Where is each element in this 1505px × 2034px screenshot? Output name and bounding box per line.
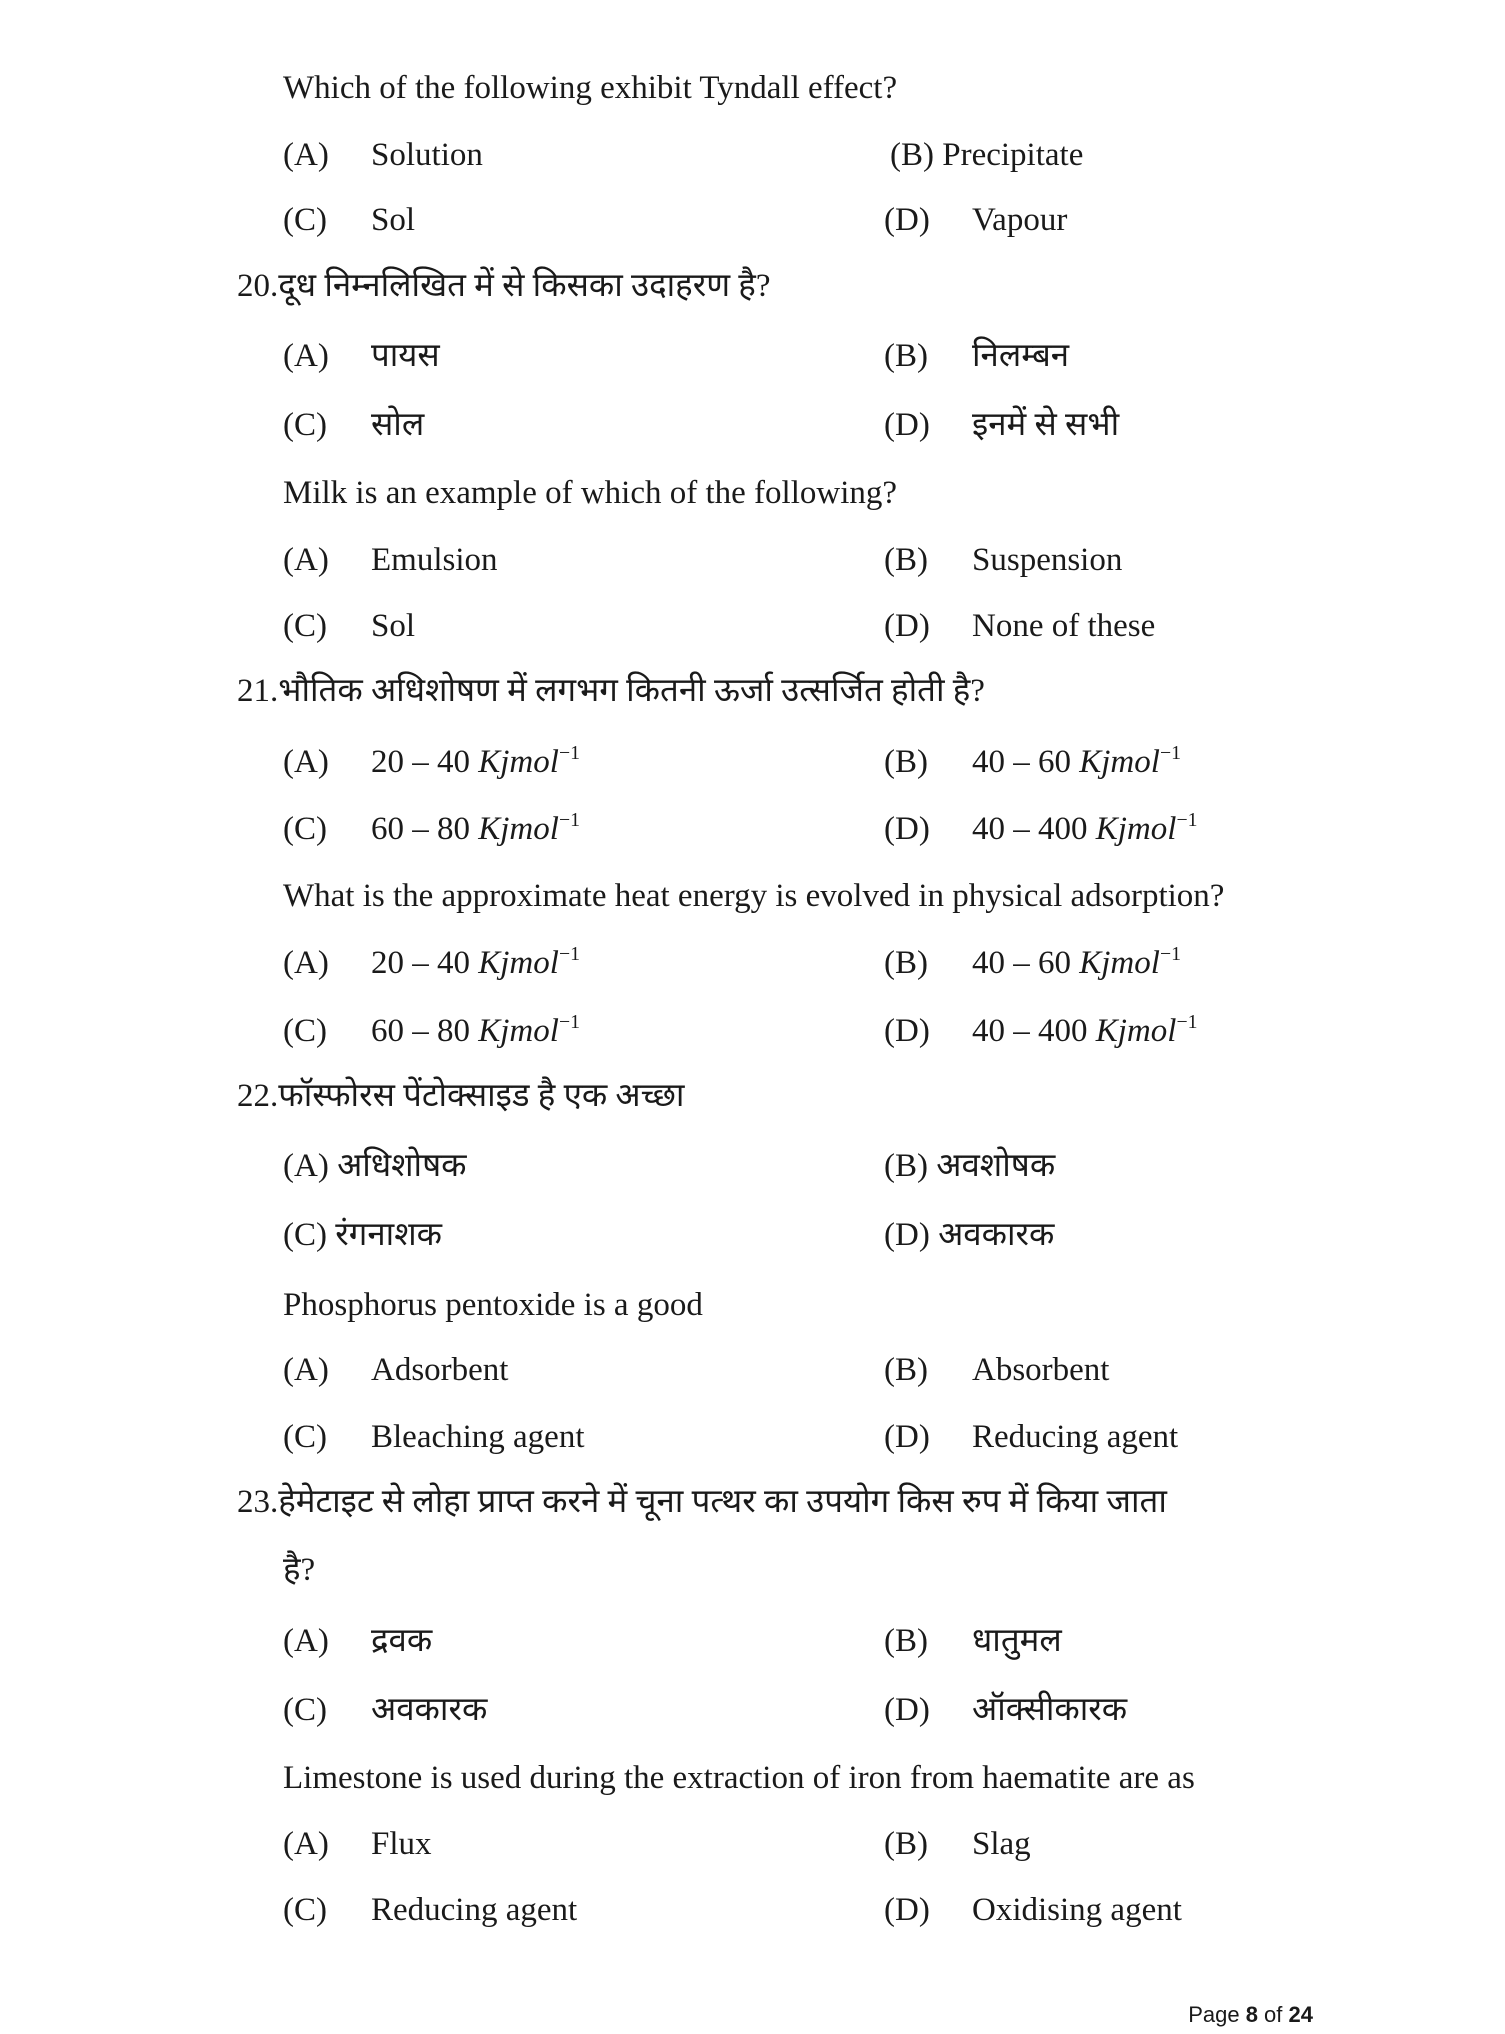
option-unit: Kjmol <box>1095 1013 1177 1049</box>
question-text: Limestone is used during the extraction of iron from haematite are as <box>283 1760 1195 1796</box>
option-a <box>283 1621 432 1661</box>
option-label: (B) <box>884 1826 928 1862</box>
option-text: Suspension <box>972 542 1123 578</box>
option-label: (A) <box>283 338 329 374</box>
option-text: Solution <box>371 137 483 173</box>
option-text: Reducing agent <box>972 1419 1179 1455</box>
option-unit: Kjmol <box>478 744 559 780</box>
option-b <box>884 742 1181 782</box>
option-range: 60 – 80 <box>371 1013 470 1049</box>
option-label: (B) <box>884 744 928 780</box>
option-c <box>283 1215 442 1255</box>
option-b <box>884 540 1122 580</box>
page-number <box>1188 2002 1313 2028</box>
option-a <box>283 943 580 983</box>
option-label: (B) <box>884 1148 928 1184</box>
option-b <box>884 1824 1031 1864</box>
option-text: Sol <box>371 202 416 238</box>
option-text: Precipitate <box>942 137 1084 173</box>
option-label: (D) <box>884 407 930 443</box>
option-a <box>283 742 580 782</box>
question-text-hindi: 22.फॉस्फोरस पेंटोक्साइड है एक अच्छा <box>237 1078 685 1114</box>
option-a <box>283 1824 432 1864</box>
option-text: सोल <box>371 407 425 443</box>
option-text: Adsorbent <box>371 1352 509 1388</box>
option-label: (B) <box>890 137 934 173</box>
question-text-hindi-continuation: है? <box>283 1552 316 1588</box>
option-c <box>283 405 424 445</box>
option-b <box>884 1350 1109 1390</box>
current-page: 8 <box>1245 2002 1258 2027</box>
option-c <box>283 1417 585 1457</box>
option-label: (D) <box>884 1692 930 1728</box>
option-label: (D) <box>884 202 930 238</box>
option-b <box>884 943 1181 983</box>
option-b <box>884 336 1069 376</box>
option-text: Vapour <box>972 202 1068 238</box>
option-label: (B) <box>884 542 928 578</box>
option-label: (A) <box>283 1623 329 1659</box>
option-c <box>283 809 580 849</box>
option-label: (C) <box>283 202 327 238</box>
option-exponent: −1 <box>558 1011 580 1034</box>
option-d <box>884 1011 1197 1051</box>
option-a <box>283 1146 467 1186</box>
option-d <box>884 1417 1178 1457</box>
option-range: 60 – 80 <box>371 811 470 847</box>
option-exponent: −1 <box>558 809 580 832</box>
option-text: रंगनाशक <box>335 1217 442 1253</box>
option-range: 40 – 60 <box>972 744 1071 780</box>
option-label: (C) <box>283 1013 327 1049</box>
option-d <box>884 1690 1127 1730</box>
option-text: अवकारक <box>938 1217 1055 1253</box>
option-label: (A) <box>283 1148 329 1184</box>
option-label: (A) <box>283 1826 329 1862</box>
option-exponent: −1 <box>558 943 580 966</box>
page-of: of <box>1257 2002 1289 2027</box>
option-label: (D) <box>884 1419 930 1455</box>
option-text: द्रवक <box>371 1623 433 1659</box>
option-label: (D) <box>884 608 930 644</box>
page-prefix: Page <box>1188 2002 1246 2027</box>
option-exponent: −1 <box>1159 742 1181 765</box>
option-text: अवशोषक <box>936 1148 1056 1184</box>
question-text: Milk is an example of which of the following? <box>283 475 898 511</box>
option-text: पायस <box>371 338 440 374</box>
option-range: 40 – 400 <box>972 1013 1088 1049</box>
option-exponent: −1 <box>1176 809 1198 832</box>
option-label: (D) <box>884 1892 930 1928</box>
option-label: (A) <box>283 1352 329 1388</box>
option-label: (C) <box>283 608 327 644</box>
option-label: (C) <box>283 1419 327 1455</box>
option-unit: Kjmol <box>478 945 559 981</box>
option-range: 40 – 60 <box>972 945 1071 981</box>
option-b <box>890 135 1083 175</box>
question-text: What is the approximate heat energy is evolved in physical adsorption? <box>283 878 1225 914</box>
option-text: इनमें से सभी <box>972 407 1120 443</box>
option-a <box>283 336 440 376</box>
option-text: Reducing agent <box>371 1892 578 1928</box>
question-text: Which of the following exhibit Tyndall effect? <box>283 70 898 106</box>
option-unit: Kjmol <box>478 1013 559 1049</box>
option-d <box>884 405 1119 445</box>
option-d <box>884 1215 1054 1255</box>
option-b <box>884 1146 1055 1186</box>
option-label: (B) <box>884 1352 928 1388</box>
option-label: (C) <box>283 407 327 443</box>
option-a <box>283 540 498 580</box>
option-c <box>283 200 415 240</box>
option-unit: Kjmol <box>478 811 559 847</box>
option-text: Slag <box>972 1826 1031 1862</box>
option-unit: Kjmol <box>1079 744 1160 780</box>
option-a <box>283 135 483 175</box>
option-label: (B) <box>884 1623 928 1659</box>
option-label: (C) <box>283 811 327 847</box>
option-c <box>283 1011 580 1051</box>
option-text: None of these <box>972 608 1156 644</box>
option-label: (C) <box>283 1217 327 1253</box>
option-label: (A) <box>283 542 329 578</box>
option-label: (A) <box>283 744 329 780</box>
option-text: अधिशोषक <box>337 1148 467 1184</box>
option-d <box>884 606 1155 646</box>
option-label: (B) <box>884 945 928 981</box>
question-text-hindi: 20.दूध निम्नलिखित में से किसका उदाहरण है? <box>237 268 771 304</box>
option-b <box>884 1621 1062 1661</box>
option-range: 40 – 400 <box>972 811 1088 847</box>
option-label: (C) <box>283 1692 327 1728</box>
option-label: (D) <box>884 1217 930 1253</box>
option-d <box>884 809 1197 849</box>
question-text-hindi: 23.हेमेटाइट से लोहा प्राप्त करने में चूना पत्थर का उपयोग किस रुप में किया जाता <box>237 1484 1167 1520</box>
option-label: (D) <box>884 811 930 847</box>
option-text: धातुमल <box>972 1623 1062 1659</box>
option-text: Absorbent <box>972 1352 1110 1388</box>
option-c <box>283 606 415 646</box>
option-range: 20 – 40 <box>371 744 470 780</box>
option-unit: Kjmol <box>1079 945 1160 981</box>
option-text: Oxidising agent <box>972 1892 1182 1928</box>
option-exponent: −1 <box>1159 943 1181 966</box>
total-pages: 24 <box>1288 2002 1313 2027</box>
option-text: Flux <box>371 1826 432 1862</box>
option-text: अवकारक <box>371 1692 488 1728</box>
option-exponent: −1 <box>558 742 580 765</box>
question-text-hindi: 21.भौतिक अधिशोषण में लगभग कितनी ऊर्जा उत्सर्जित होती है? <box>237 673 985 709</box>
option-label: (C) <box>283 1892 327 1928</box>
option-label: (B) <box>884 338 928 374</box>
option-unit: Kjmol <box>1095 811 1177 847</box>
option-text: निलम्बन <box>972 338 1070 374</box>
option-label: (A) <box>283 945 329 981</box>
question-text: Phosphorus pentoxide is a good <box>283 1287 703 1323</box>
option-a <box>283 1350 508 1390</box>
option-label: (A) <box>283 137 329 173</box>
option-text: Bleaching agent <box>371 1419 585 1455</box>
option-d <box>884 200 1067 240</box>
option-c <box>283 1690 487 1730</box>
option-range: 20 – 40 <box>371 945 470 981</box>
option-text: Emulsion <box>371 542 498 578</box>
option-d <box>884 1890 1182 1930</box>
option-exponent: −1 <box>1176 1011 1198 1034</box>
option-label: (D) <box>884 1013 930 1049</box>
option-text: ऑक्सीकारक <box>972 1692 1128 1728</box>
option-c <box>283 1890 577 1930</box>
option-text: Sol <box>371 608 416 644</box>
